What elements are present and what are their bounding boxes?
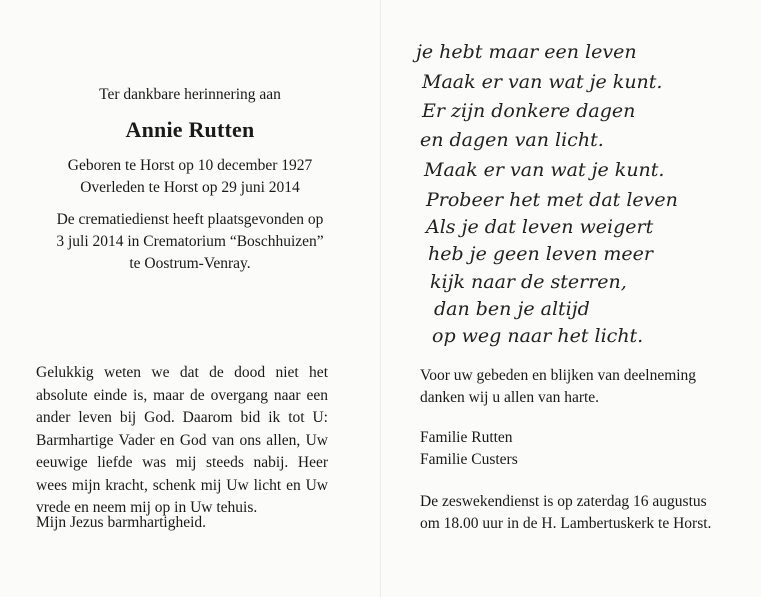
poem-line-10: dan ben je altijd: [434, 298, 590, 320]
fold-line: [380, 0, 381, 597]
family-custers: Familie Custers: [420, 451, 518, 468]
handwritten-poem: [410, 30, 730, 350]
poem-line-9: kijk naar de sterren,: [430, 271, 627, 293]
service-line-2: 3 juli 2014 in Crematorium “Boschhuizen”: [56, 233, 324, 250]
poem-line-3: Er zijn donkere dagen: [422, 100, 636, 122]
death-line: Overleden te Horst op 29 juni 2014: [80, 179, 300, 196]
poem-line-11: op weg naar het licht.: [432, 325, 644, 347]
memorial-header: [25, 84, 355, 275]
prayer-closing: Mijn Jezus barmhartigheid.: [36, 514, 207, 531]
family-block: [420, 427, 730, 471]
week-mass-block: [420, 491, 730, 535]
poem-svg: [410, 30, 730, 350]
poem-line-4: en dagen van licht.: [420, 129, 604, 151]
week-mass-line-2: om 18.00 uur in de H. Lambertuskerk te Horst.: [420, 515, 712, 532]
intro-line: Ter dankbare herinnering aan: [99, 86, 281, 103]
prayer-text: Gelukkig weten we dat de dood niet het absolute einde is, maar de overgang naar een ander leven bij God. Daarom bid ik tot U: Barmhartige Vader en God van ons allen, Uw eeuwige liefde was mij steeds nabij. Heer wees mijn kracht, schenk mij Uw licht en Uw vrede en neem mij op in Uw tehuis.: [36, 364, 328, 516]
poem-line-2: Maak er van wat je kunt.: [422, 71, 663, 93]
service-line-1: De crematiedienst heeft plaatsgevonden op: [56, 211, 324, 228]
thanks-line-2: danken wij u allen van harte.: [420, 389, 600, 406]
deceased-name: Annie Rutten: [125, 117, 255, 142]
thanks-block: [420, 365, 730, 409]
thanks-line-1: Voor uw gebeden en blijken van deelneming: [420, 367, 697, 384]
poem-line-1: je hebt maar een leven: [416, 41, 637, 63]
poem-line-6: Probeer het met dat leven: [426, 189, 678, 211]
service-line-3: te Oostrum-Venray.: [129, 255, 251, 272]
poem-line-7: Als je dat leven weigert: [426, 216, 654, 238]
poem-line-5: Maak er van wat je kunt.: [424, 159, 665, 181]
family-rutten: Familie Rutten: [420, 429, 513, 446]
week-mass-line-1: De zeswekendienst is op zaterdag 16 augustus: [420, 493, 707, 510]
poem-line-8: heb je geen leven meer: [428, 243, 653, 265]
birth-line: Geboren te Horst op 10 december 1927: [67, 157, 313, 174]
